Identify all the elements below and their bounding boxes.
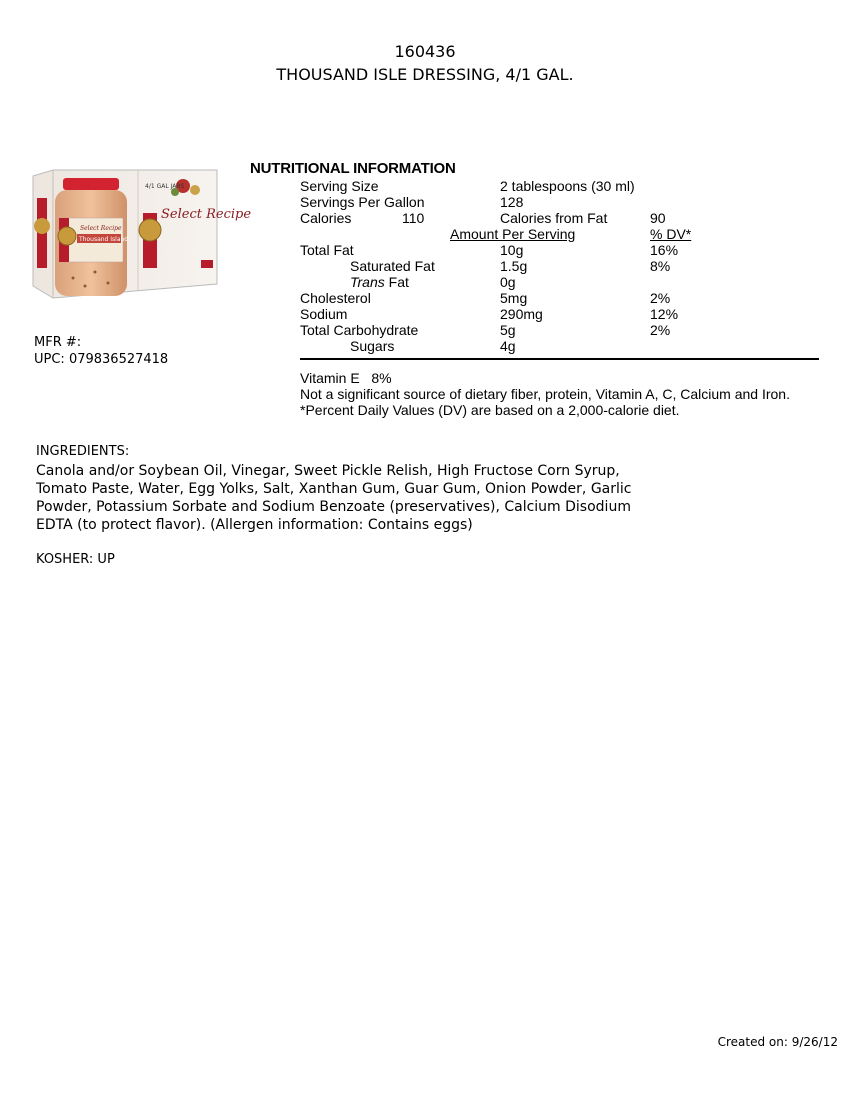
nutrient-dv: 2% <box>650 290 671 306</box>
trans-italic: Trans <box>350 274 385 290</box>
trans-rest: Fat <box>384 274 409 290</box>
calories-label: Calories <box>300 210 352 226</box>
product-title: THOUSAND ISLE DRESSING, 4/1 GAL. <box>276 65 574 84</box>
nutrient-amount: 5g <box>500 322 516 338</box>
vitamin-e: Vitamin E 8% <box>300 370 392 386</box>
nutrient-label: Total Carbohydrate <box>300 322 419 338</box>
ingredients-line: Tomato Paste, Water, Egg Yolks, Salt, Xanthan Gum, Guar Gum, Onion Powder, Garlic <box>36 481 632 497</box>
nutrient-dv: 12% <box>650 306 679 322</box>
upc-code: UPC: 079836527418 <box>34 352 169 367</box>
svg-text:4/1 GAL JARS: 4/1 GAL JARS <box>145 183 185 190</box>
dv-header: % DV* <box>650 226 692 242</box>
svg-text:Select Recipe: Select Recipe <box>80 225 122 232</box>
amount-header: Amount Per Serving <box>450 226 576 242</box>
divider-rule <box>300 358 819 360</box>
calories-from-fat-label: Calories from Fat <box>500 210 608 226</box>
serving-size-value: 2 tablespoons (30 ml) <box>500 178 635 194</box>
nutrient-amount: 290mg <box>500 306 543 322</box>
nutrition-title: NUTRITIONAL INFORMATION <box>250 160 456 177</box>
svg-text:Select Recipe: Select Recipe <box>161 207 252 222</box>
nutrient-amount: 10g <box>500 242 524 258</box>
ingredients-line: Canola and/or Soybean Oil, Vinegar, Sweet Pickle Relish, High Fructose Corn Syrup, <box>36 463 620 479</box>
ingredients-heading: INGREDIENTS: <box>36 444 130 459</box>
item-number: 160436 <box>394 42 456 61</box>
serving-size-label: Serving Size <box>300 178 379 194</box>
created-date: Created on: 9/26/12 <box>717 1035 838 1049</box>
servings-label: Servings Per Gallon <box>300 194 425 210</box>
nutrient-amount: 1.5g <box>500 258 528 274</box>
svg-text:Thousand Island: Thousand Island <box>79 236 129 243</box>
dv-footnote: *Percent Daily Values (DV) are based on a 2,000-calorie diet. <box>300 402 680 418</box>
nutrient-label: Sodium <box>300 306 348 322</box>
calories-from-fat-value: 90 <box>650 210 666 226</box>
mfr-number: MFR #: <box>34 335 82 350</box>
nutrient-amount: 5mg <box>500 290 528 306</box>
nutrient-dv: 2% <box>650 322 671 338</box>
nutrient-dv: 8% <box>650 258 671 274</box>
nutrient-label: Total Fat <box>300 242 354 258</box>
calories-value: 110 <box>402 210 425 226</box>
servings-value: 128 <box>500 194 524 210</box>
nutrient-dv: 16% <box>650 242 679 258</box>
nutrient-label: Saturated Fat <box>350 258 435 274</box>
nutrient-label: Sugars <box>350 338 395 354</box>
nutrient-amount: 0g <box>500 274 516 290</box>
nutrition-note: Not a significant source of dietary fiber, protein, Vitamin A, C, Calcium and Iron. <box>300 386 790 402</box>
ingredients-line: EDTA (to protect flavor). (Allergen information: Contains eggs) <box>36 517 473 533</box>
ingredients-line: Powder, Potassium Sorbate and Sodium Benzoate (preservatives), Calcium Disodium <box>36 499 631 515</box>
nutrient-label <box>350 274 409 290</box>
kosher-info: KOSHER: UP <box>36 552 115 567</box>
product-image <box>33 168 252 300</box>
nutrient-amount: 4g <box>500 338 516 354</box>
nutrient-label: Cholesterol <box>300 290 371 306</box>
